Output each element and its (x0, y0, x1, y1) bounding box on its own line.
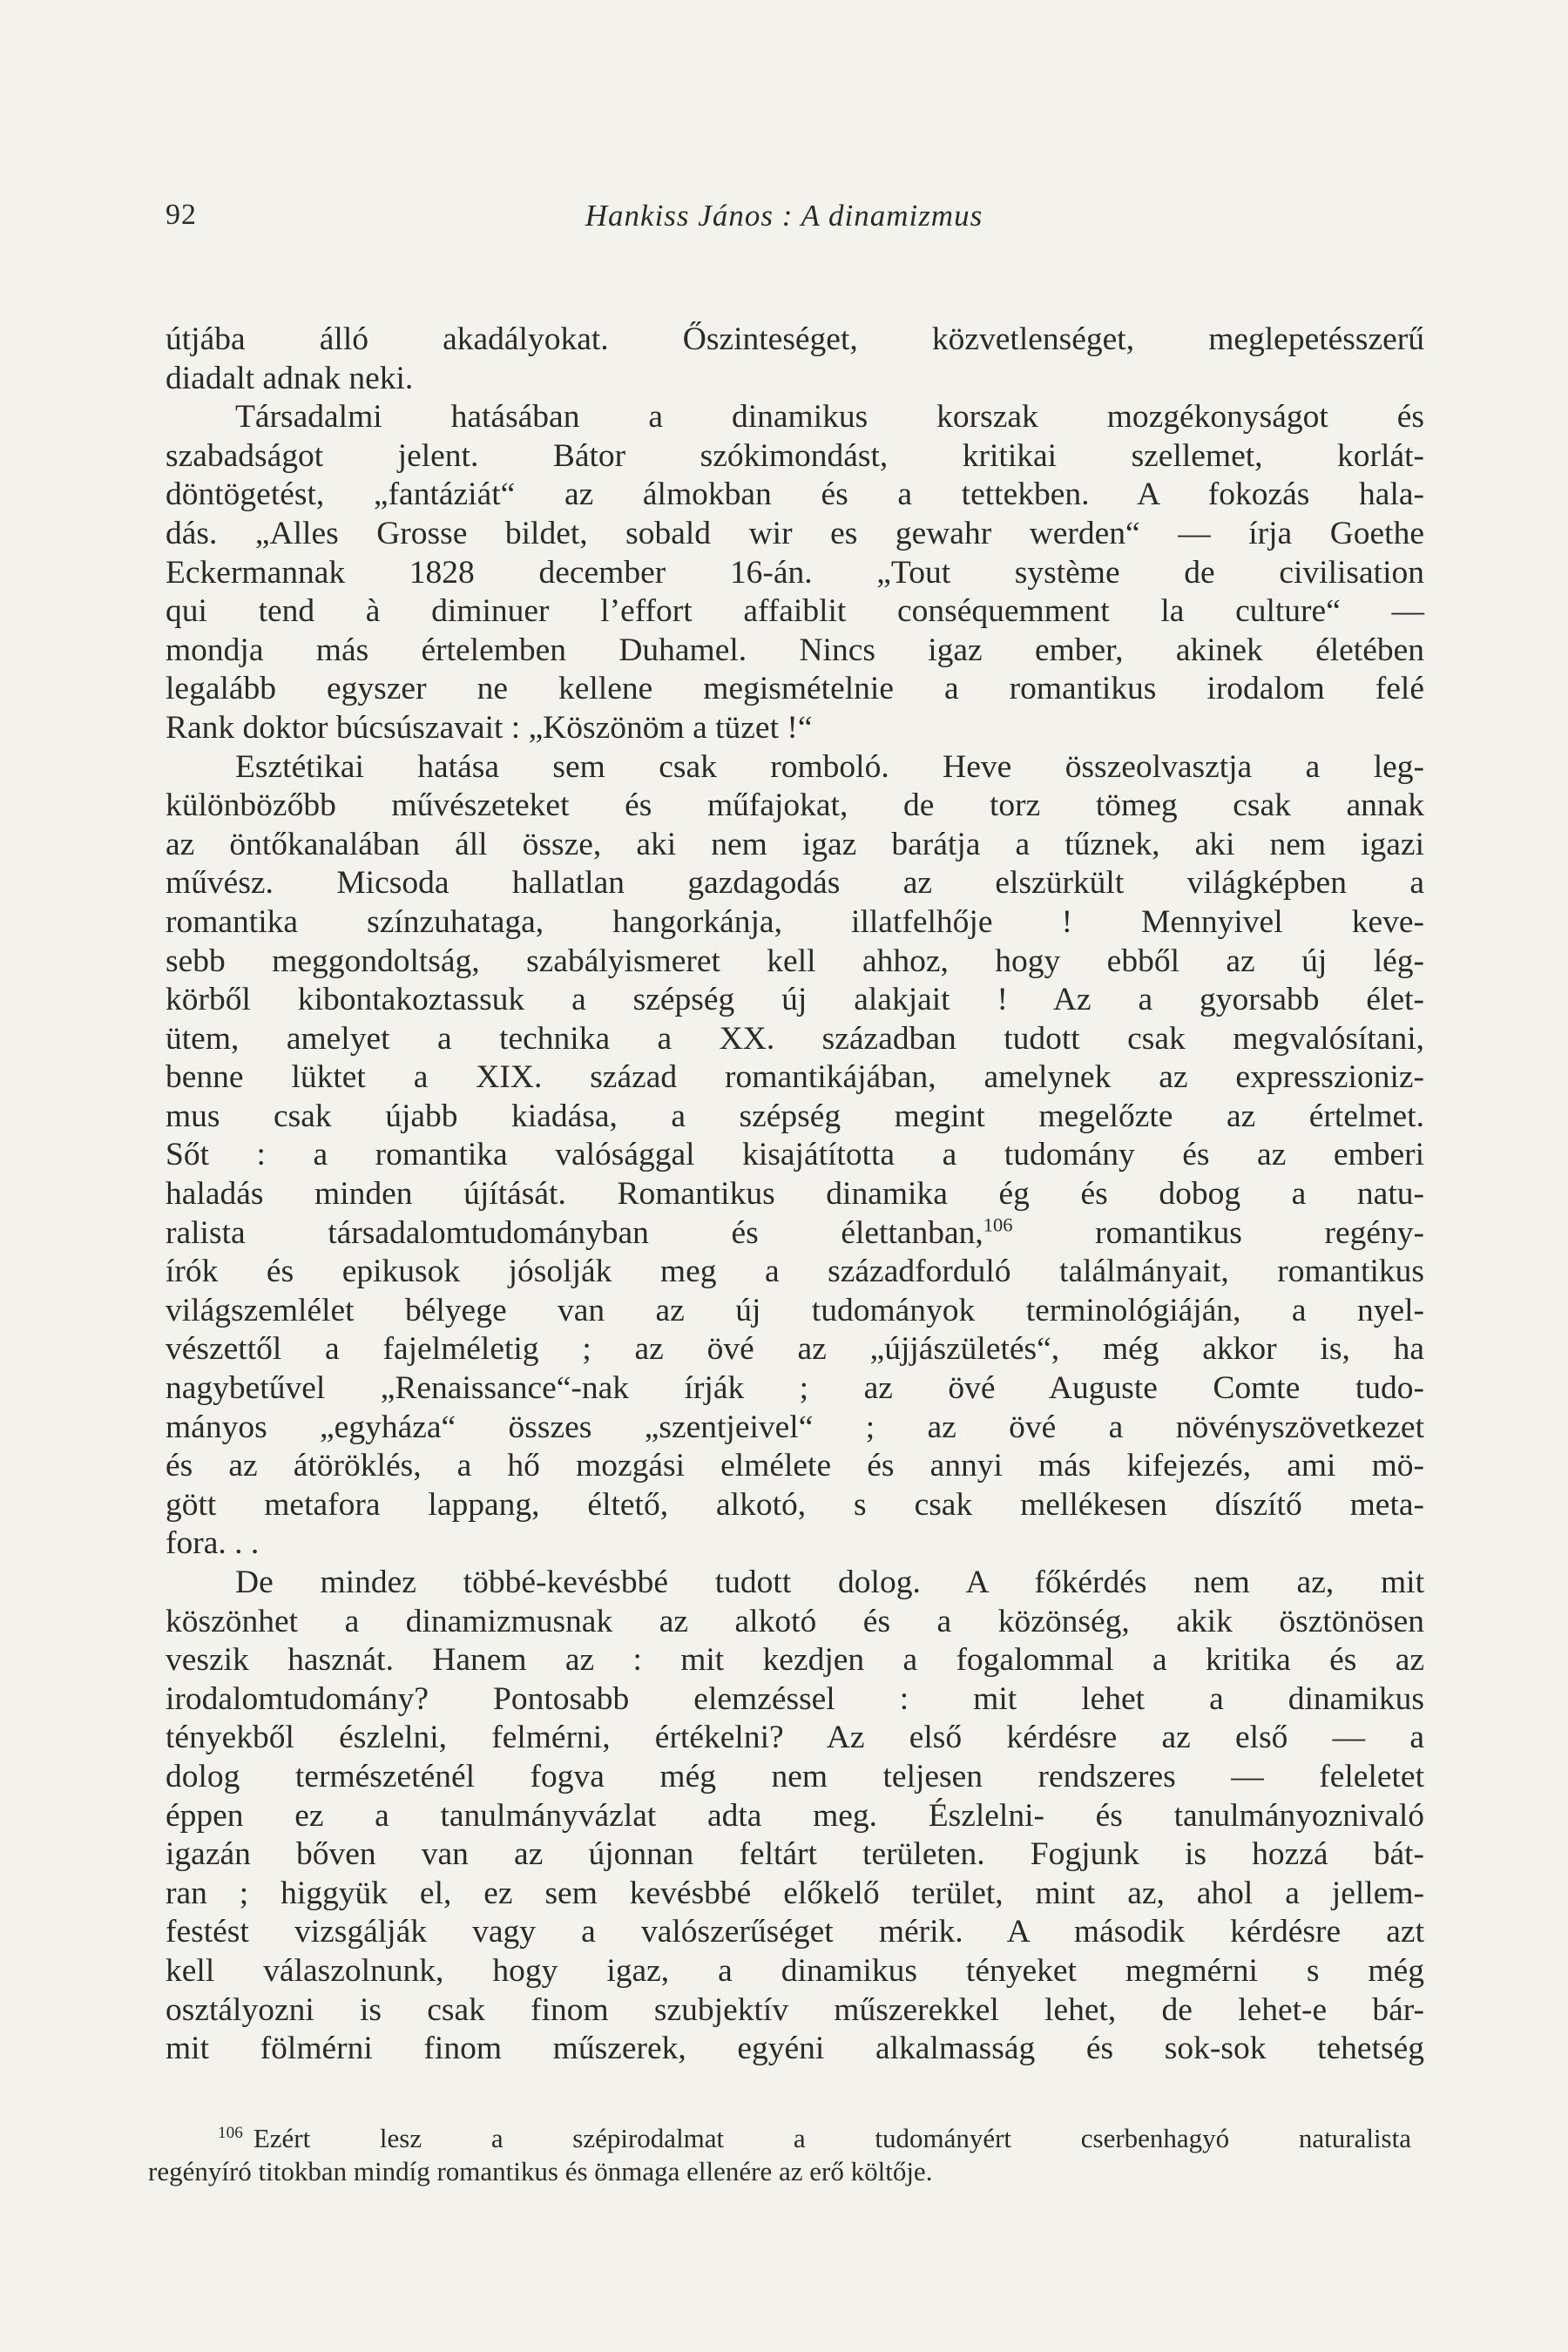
text-line: dolog természeténél fogva még nem teljesen rendszeres — feleletet (166, 1758, 1424, 1794)
text-line: gött metafora lappang, éltető, alkotó, s csak mellékesen díszítő meta- (166, 1486, 1424, 1523)
footnote-number: 106 (218, 2123, 243, 2142)
text-line: ran ; higgyük el, ez sem kevésbbé előkelő terület, mint az, ahol a jellem- (166, 1875, 1424, 1911)
text-line: Társadalmi hatásában a dinamikus korszak mozgékonyságot és (235, 399, 1424, 436)
text-line: körből kibontakoztassuk a szépség új alakjait ! Az a gyorsabb élet- (166, 982, 1424, 1018)
page-header (166, 199, 1402, 233)
text-fragment: ralista társadalomtudományban és élettanban, (166, 1214, 983, 1251)
body-text (166, 321, 1424, 2069)
text-line: festést vizsgálják vagy a valószerűséget mérik. A második kérdésre azt (166, 1914, 1424, 1950)
text-line: sebb meggondoltság, szabályismeret kell ahhoz, hogy ebből az új lég- (166, 943, 1424, 979)
text-fragment: romantikus regény- (1012, 1214, 1425, 1251)
footnote (148, 2122, 1411, 2188)
page-number: 92 (166, 199, 197, 231)
text-line: mit fölmérni finom műszerek, egyéni alkalmasság és sok-sok tehetség (166, 2031, 1424, 2067)
text-line: haladás minden újítását. Romantikus dinamika ég és dobog a natu- (166, 1176, 1424, 1213)
text-line: qui tend à diminuer l’effort affaiblit conséquemment la culture“ — (166, 593, 1424, 630)
text-line: döntögetést, „fantáziát“ az álmokban és a tettekben. A fokozás hala- (166, 476, 1424, 513)
text-line: kell válaszolnunk, hogy igaz, a dinamikus tényeket megmérni s még (166, 1952, 1424, 1989)
text-line: mondja más értelemben Duhamel. Nincs igaz ember, akinek életében (166, 632, 1424, 668)
text-line: Esztétikai hatása sem csak romboló. Heve összeolvasztja a leg- (235, 748, 1424, 785)
text-line: útjába álló akadályokat. Őszinteséget, közvetlenséget, meglepetésszerű (166, 321, 1424, 357)
text-line: romantika színzuhataga, hangorkánja, illatfelhője ! Mennyivel keve- (166, 903, 1424, 940)
text-line: éppen ez a tanulmányvázlat adta meg. Észlelni- és tanulmányoznivaló (166, 1797, 1424, 1834)
text-line: köszönhet a dinamizmusnak az alkotó és a közönség, akik ösztönösen (166, 1603, 1424, 1639)
text-line: írók és epikusok jósolják meg a századforduló találmányait, romantikus (166, 1254, 1424, 1290)
text-line: vészettől a fajelméletig ; az övé az „újjászületés“, még akkor is, ha (166, 1331, 1424, 1368)
text-line: diadalt adnak neki. (166, 360, 414, 396)
text-line: az öntőkanalában áll össze, aki nem igaz barátja a tűznek, aki nem igazi (166, 826, 1424, 862)
text-line: tényekből észlelni, felmérni, értékelni? Az első kérdésre az első — a (166, 1720, 1424, 1756)
footnote-line: regényíró titokban mindíg romantikus és önmaga ellenére az erő költője. (148, 2156, 933, 2186)
text-line: művész. Micsoda hallatlan gazdagodás az elszürkült világképben a (166, 865, 1424, 902)
text-line: Rank doktor búcsúszavait : „Köszönöm a tüzet !“ (166, 709, 813, 746)
text-line-with-footnote-ref (166, 1214, 1424, 1254)
footnote-line (148, 2122, 1411, 2155)
text-line: szabadságot jelent. Bátor szókimondást, kritikai szellemet, korlát- (166, 437, 1424, 474)
text-line: De mindez többé-kevésbbé tudott dolog. A főkérdés nem az, mit (235, 1565, 1424, 1600)
text-line: benne lüktet a XIX. század romantikájában, amelynek az expresszioniz- (166, 1059, 1424, 1096)
text-line: igazán bőven van az újonnan feltárt területen. Fogjunk is hozzá bát- (166, 1836, 1424, 1873)
text-line: mus csak újabb kiadása, a szépség megint megelőzte az értelmet. (166, 1098, 1424, 1134)
text-line: mányos „egyháza“ összes „szentjeivel“ ; az övé a növényszövetkezet (166, 1409, 1424, 1445)
running-title: Hankiss János : A dinamizmus (585, 199, 983, 233)
text-line: legalább egyszer ne kellene megismételnie a romantikus irodalom felé (166, 671, 1424, 707)
text-line: Sőt : a romantika valósággal kisajátította a tudomány és az emberi (166, 1137, 1424, 1173)
text-line: ütem, amelyet a technika a XX. században tudott csak megvalósítani, (166, 1020, 1424, 1057)
footnote-ref: 106 (983, 1213, 1013, 1236)
footnote-text: Ezért lesz a szépirodalmat a tudományért cserbenhagyó naturalista (253, 2123, 1411, 2153)
text-line: veszik hasznát. Hanem az : mit kezdjen a fogalommal a kritika és az (166, 1642, 1424, 1679)
text-line: osztályozni is csak finom szubjektív műszerekkel lehet, de lehet-e bár- (166, 1991, 1424, 2028)
text-line: és az átöröklés, a hő mozgási elmélete és annyi más kifejezés, ami mö- (166, 1448, 1424, 1484)
text-line: dás. „Alles Grosse bildet, sobald wir es gewahr werden“ — írja Goethe (166, 515, 1424, 551)
text-line: világszemlélet bélyege van az új tudományok terminológiáján, a nyel- (166, 1292, 1424, 1328)
text-line: fora. . . (166, 1525, 260, 1562)
text-line: irodalomtudomány? Pontosabb elemzéssel : mit lehet a dinamikus (166, 1680, 1424, 1717)
text-line: nagybetűvel „Renaissance“-nak írják ; az övé Auguste Comte tudo- (166, 1370, 1424, 1407)
text-line: Eckermannak 1828 december 16-án. „Tout système de civilisation (166, 554, 1424, 591)
text-line: különbözőbb művészeteket és műfajokat, de torz tömeg csak annak (166, 787, 1424, 824)
